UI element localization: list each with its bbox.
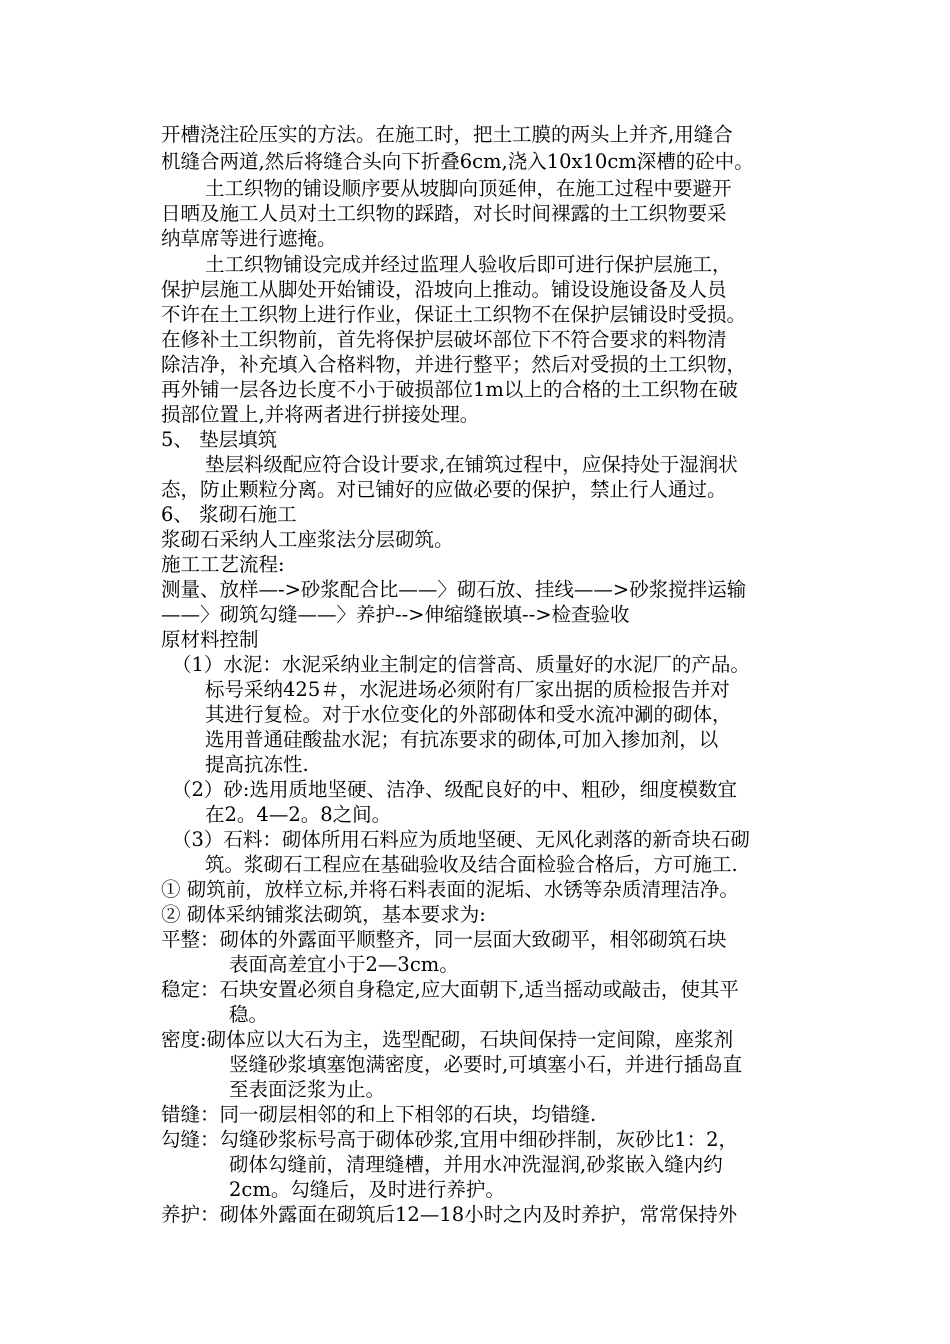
text-line: 态，防止颗粒分离。对已铺好的应做必要的保护，禁止行人通过。 — [161, 478, 727, 501]
list-item-continuation: 在2。4—2。8之间。 — [205, 803, 392, 826]
definition-continuation: 稳。 — [229, 1003, 269, 1026]
definition-line: 错缝：同一砌层相邻的和上下相邻的石块，均错缝. — [161, 1103, 597, 1126]
text-line: 再外铺一层各边长度不小于破损部位1m以上的合格的土工织物在破 — [161, 378, 738, 401]
paragraph-line: 土工织物铺设完成并经过监理人验收后即可进行保护层施工， — [205, 253, 732, 276]
list-item: （3）石料：砌体所用石料应为质地坚硬、无风化剥落的新奇块石砌 — [172, 828, 750, 851]
text-line: 在修补土工织物前，首先将保护层破坏部位下不符合要求的料物清 — [161, 328, 727, 351]
text-line: 施工工艺流程: — [161, 553, 285, 576]
subheading: 原材料控制 — [161, 628, 259, 651]
text-line: 日晒及施工人员对土工织物的踩踏，对长时间裸露的土工织物要采 — [161, 202, 727, 225]
text-line: ——〉砌筑勾缝——〉养护-->伸缩缝嵌填-->检查验收 — [161, 603, 630, 626]
text-line: 机缝合两道,然后将缝合头向下折叠6cm,浇入10x10cm深槽的砼中。 — [161, 150, 754, 173]
definition-continuation: 砌体勾缝前，清理缝槽，并用水冲洗湿润,砂浆嵌入缝内约 — [229, 1153, 723, 1176]
text-line: ① 砌筑前，放样立标,并将石料表面的泥垢、水锈等杂质清理洁净。 — [161, 878, 739, 901]
text-line: 浆砌石采纳人工座浆法分层砌筑。 — [161, 528, 454, 551]
definition-line: 勾缝：勾缝砂浆标号高于砌体砂浆,宜用中细砂拌制，灰砂比1：2， — [161, 1128, 739, 1151]
text-line: 测量、放样—->砂浆配合比——〉砌石放、挂线——>砂浆搅拌运输 — [161, 578, 747, 601]
paragraph-line: 土工织物的铺设顺序要从坡脚向顶延伸，在施工过程中要避开 — [205, 177, 732, 200]
list-item: （1）水泥：水泥采纳业主制定的信誉高、质量好的水泥厂的产品。 — [172, 653, 750, 676]
list-item-continuation: 标号采纳425＃，水泥进场必须附有厂家出据的质检报告并对 — [205, 678, 730, 701]
text-line: 不许在土工织物上进行作业，保证土工织物不在保护层铺设时受损。 — [161, 303, 747, 326]
definition-continuation: 竖缝砂浆填塞饱满密度，必要时,可填塞小石，并进行插岛直 — [229, 1053, 743, 1076]
paragraph-line: 垫层料级配应符合设计要求,在铺筑过程中，应保持处于湿润状 — [205, 453, 738, 476]
definition-continuation: 表面高差宜小于2—3cm。 — [229, 953, 459, 976]
text-line: ② 砌体采纳铺浆法砌筑，基本要求为: — [161, 903, 486, 926]
section-heading: 6、 浆砌石施工 — [161, 503, 297, 526]
list-item: （2）砂:选用质地坚硬、洁净、级配良好的中、粗砂，细度模数宜 — [172, 778, 737, 801]
text-line: 除洁净，补充填入合格料物，并进行整平；然后对受损的土工织物， — [161, 353, 747, 376]
list-item-continuation: 提高抗冻性. — [205, 753, 309, 776]
definition-continuation: 2cm。勾缝后，及时进行养护。 — [229, 1178, 505, 1201]
list-item-continuation: 选用普通硅酸盐水泥；有抗冻要求的砌体,可加入掺加剂，以 — [205, 728, 719, 751]
section-heading: 5、 垫层填筑 — [161, 428, 278, 451]
text-line: 开槽浇注砼压实的方法。在施工时，把土工膜的两头上并齐,用缝合 — [161, 123, 733, 146]
definition-continuation: 至表面泛浆为止。 — [229, 1078, 386, 1101]
definition-line: 养护：砌体外露面在砌筑后12—18小时之内及时养护，常常保持外 — [161, 1203, 738, 1226]
list-item-continuation: 其进行复检。对于水位变化的外部砌体和受水流冲涮的砌体， — [205, 703, 732, 726]
definition-line: 密度:砌体应以大石为主，选型配砌，石块间保持一定间隙，座浆剂 — [161, 1028, 734, 1051]
definition-line: 稳定：石块安置必须自身稳定,应大面朝下,适当摇动或敲击，使其平 — [161, 978, 739, 1001]
text-line: 保护层施工从脚处开始铺设，沿坡向上推动。铺设设施设备及人员 — [161, 278, 727, 301]
definition-line: 平整：砌体的外露面平顺整齐，同一层面大致砌平，相邻砌筑石块 — [161, 928, 727, 951]
text-line: 损部位置上,并将两者进行拼接处理。 — [161, 403, 480, 426]
list-item-continuation: 筑。浆砌石工程应在基础验收及结合面检验合格后，方可施工. — [205, 853, 738, 876]
text-line: 纳草席等进行遮掩。 — [161, 227, 337, 250]
